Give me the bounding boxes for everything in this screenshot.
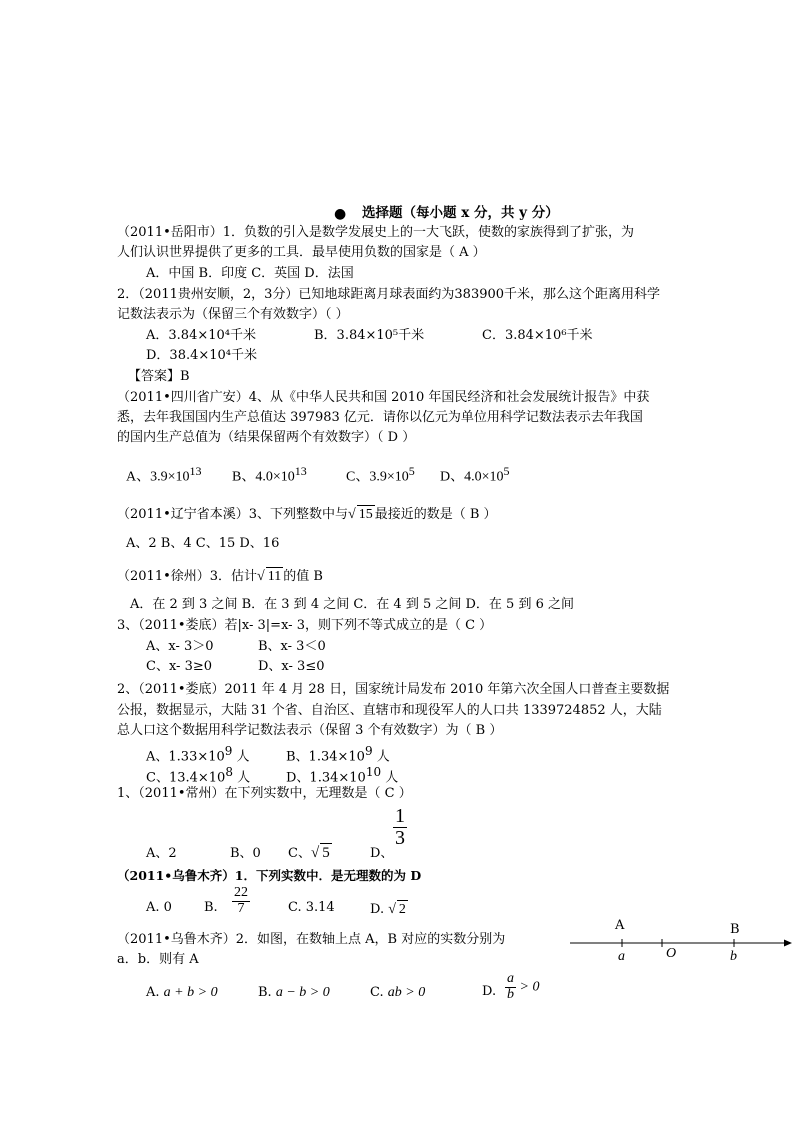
q1-line2: 人们认识世界提供了更多的工具．最早使用负数的国家是（ A ） xyxy=(117,245,486,260)
q7-option-d: D、$1.34\times 10^{10}$ 人 xyxy=(286,765,399,786)
q7-line2: 公报，数据显示，大陆 31 个省、自治区、直辖市和现役军人的人口共 1339724852 人，大陆 xyxy=(117,703,662,718)
q2-option-d: D．38.4×10⁴千米 xyxy=(146,348,258,363)
q3-line3: 的国内生产总值为（结果保留两个有效数字）（ D ） xyxy=(117,430,416,445)
value-label-b: b xyxy=(730,949,737,964)
q4-stem: （2011•辽宁省本溪）3、下列整数中与√ 15 最接近的数是（ B ） xyxy=(117,505,497,524)
q2-option-a: A．3.84×10⁴千米 xyxy=(146,328,256,343)
q8-line1: 1、（2011•常州）在下列实数中，无理数是（ C ） xyxy=(117,786,412,801)
origin-label: O xyxy=(666,946,677,961)
q4-options: A、2 B、4 C、15 D、16 xyxy=(126,536,280,551)
q6-option-b: B、x- 3＜0 xyxy=(258,639,326,654)
q10-line1: （2011•乌鲁木齐）2．如图，在数轴上点 A，B 对应的实数分别为 xyxy=(117,932,506,947)
q8-option-c: C、√ 5 xyxy=(288,843,332,864)
section-bullet: ● xyxy=(334,206,347,222)
section-title: 选择题（每小题 x 分，共 y 分） xyxy=(362,205,559,221)
q7-option-c: C、$13.4\times 10^8$ 人 xyxy=(146,765,251,786)
q3-option-d: D、$4.0\times 10^5$ xyxy=(440,464,510,485)
q6-line1: 3、（2011•娄底）若|x- 3|=x- 3，则下列不等式成立的是（ C ） xyxy=(117,618,493,633)
q3-option-a: A、$3.9\times 10^{13}$ xyxy=(126,464,202,485)
q6-option-d: D、x- 3≤0 xyxy=(258,659,325,674)
q3-line1: （2011•四川省广安）4、从《中华人民共和国 2010 年国民经济和社会发展统计报告》中获 xyxy=(117,390,650,405)
q6-option-c: C、x- 3≥0 xyxy=(146,659,213,674)
point-label-a-upper: A xyxy=(615,918,625,933)
q8-option-b: B、0 xyxy=(230,846,261,861)
q10-option-a: A. a + b > 0 xyxy=(146,985,218,1000)
sqrt-2: √ 2 xyxy=(388,900,408,919)
q7-option-b: B、$1.34\times 10^9$ 人 xyxy=(286,744,390,765)
q9-option-d: D. √ 2 xyxy=(370,900,408,919)
q8-option-d-fraction: $\frac{1}{3}$ xyxy=(395,805,405,849)
q9-option-b-label: B. xyxy=(204,900,218,915)
q2-answer: 【答案】B xyxy=(128,369,190,384)
sqrt-15: √ 15 xyxy=(348,505,375,524)
sqrt-5: √ 5 xyxy=(311,843,332,864)
q3-line2: 悉，去年我国国内生产总值达 397983 亿元．请你以亿元为单位用科学记数法表示去年我国 xyxy=(117,410,643,425)
q7-line1: 2、（2011•娄底）2011 年 4 月 28 日，国家统计局发布 2010 年第六次全国人口普查主要数据 xyxy=(117,682,670,697)
q10-option-d-fraction: $\frac{a}{b}$ > 0 xyxy=(507,971,540,1002)
q2-option-b: B．3.84×10⁵千米 xyxy=(314,328,425,343)
q5-options: A．在 2 到 3 之间 B．在 3 到 4 之间 C．在 4 到 5 之间 D．在 5 到 6 之间 xyxy=(130,597,574,612)
number-line-arrow xyxy=(784,940,792,947)
q3-option-b: B、$4.0\times 10^{13}$ xyxy=(232,464,307,485)
q9-option-a: A. 0 xyxy=(146,900,172,915)
q1-line1: （2011•岳阳市）1．负数的引入是数学发展史上的一大飞跃，使数的家族得到了扩张，为 xyxy=(117,225,635,240)
q10-line2: a．b．则有 A xyxy=(117,952,199,967)
q10-option-d-label: D. xyxy=(482,984,497,999)
q9-option-b-fraction: $\frac{22}{7}$ xyxy=(234,885,248,916)
q10-option-c: C. ab > 0 xyxy=(370,985,426,1000)
q1-options: A．中国 B．印度 C．英国 D．法国 xyxy=(146,266,354,281)
number-line-figure xyxy=(566,915,794,970)
q2-line1: 2．（2011贵州安顺，2，3分）已知地球距离月球表面约为383900千米，那么这个距离用科学 xyxy=(117,287,661,302)
value-label-a: a xyxy=(618,949,625,964)
q9-line1: （2011•乌鲁木齐）1．下列实数中．是无理数的为 D xyxy=(117,868,422,883)
q8-option-a: A、2 xyxy=(146,846,177,861)
q9-option-c: C. 3.14 xyxy=(288,900,335,915)
q3-option-c: C、$3.9\times 10^5$ xyxy=(346,464,415,485)
q7-option-a: A、$1.33\times 10^9$ 人 xyxy=(146,744,250,765)
q10-option-b: B. a − b > 0 xyxy=(258,985,330,1000)
q7-line3: 总人口这个数据用科学记数法表示（保留 3 个有效数字）为（ B ） xyxy=(117,723,503,738)
q5-stem: （2011•徐州）3．估计√ 11 的值 B xyxy=(117,567,323,586)
point-label-b-upper: B xyxy=(730,922,740,937)
q6-option-a: A、x- 3＞0 xyxy=(146,639,214,654)
q2-option-c: C．3.84×10⁶千米 xyxy=(482,328,593,343)
q2-line2: 记数法表示为（保留三个有效数字）（ ） xyxy=(117,307,349,322)
q8-option-d-label: D、 xyxy=(370,846,394,861)
sqrt-11: √ 11 xyxy=(257,567,283,586)
